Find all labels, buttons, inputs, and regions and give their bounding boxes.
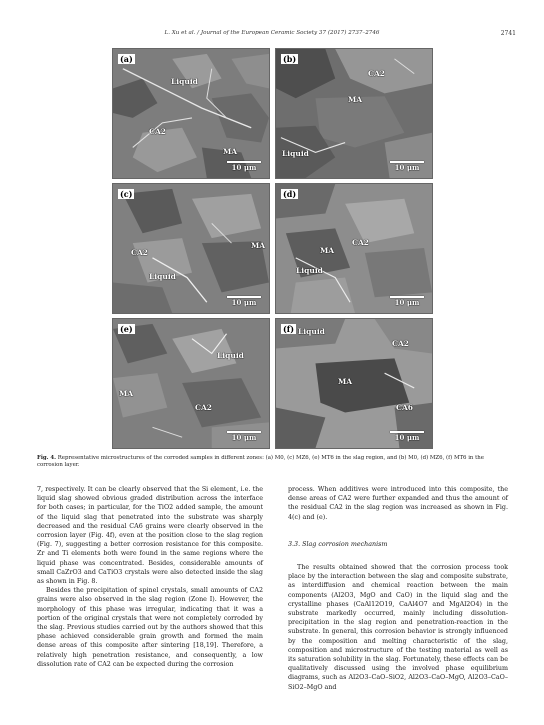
caption-text: Representative microstructures of the corroded samples in different zones: (a) M0, (c) MZ6, (e) MT6 in the slag region, and (b) M0, (d) MZ6, (f) MT6 in the corrosion layer. xyxy=(37,455,484,468)
phase-label: Liquid xyxy=(282,149,309,158)
phase-label: CA2 xyxy=(149,127,167,136)
panel-f xyxy=(275,318,433,449)
page-header xyxy=(0,30,544,42)
panel-label: (c) xyxy=(120,189,133,199)
micrograph-a xyxy=(113,49,269,178)
panel-label: (f) xyxy=(283,324,295,334)
panel-b xyxy=(275,48,433,179)
panel-c xyxy=(112,183,270,314)
phase-label: MA xyxy=(251,241,266,250)
phase-label: CA2 xyxy=(352,238,370,247)
paragraph: The results obtained showed that the corrosion process took place by the interaction between the slag and composite substrate, as interdiffusion and chemical reaction between the main components (Al2O3, MgO and CaO) in the liquid slag and the crystalline phases (CaAl12O19, CaAl4O7 and MgAl2O4) in the substrate markedly occurred, mainly including dissolution-precipitation in the slag region and penetration-reaction in the substrate. In general, this corrosion behavior is strongly influenced by the composition and melting characteristic of the slag, composition and microstructure of the testing material as well as its saturation solubility in the slag. Fortunately, these effects can be qualitatively discussed using the involved phase equilibrium diagrams, such as Al2O3–CaO–SiO2, Al2O3–CaO–MgO, Al2O3–CaO–SiO2–MgO and xyxy=(288,564,508,691)
phase-label: MA xyxy=(338,377,353,386)
phase-label: MA xyxy=(119,389,134,398)
left-column xyxy=(37,485,263,669)
scale-bar: 10 μm xyxy=(227,296,261,307)
scale-bar: 10 μm xyxy=(390,161,424,172)
panel-e xyxy=(112,318,270,449)
panel-label: (e) xyxy=(120,324,133,334)
scale-bar: 10 μm xyxy=(227,431,261,442)
panel-label: (a) xyxy=(120,54,133,64)
paragraph: Besides the precipitation of spinel crystals, small amounts of CA2 grains were also observed in the slag region (Zone I). However, the morphology of this phase was irregular, indicating that it was a portion of the original crystals that were not completely corroded by the slag. Previous studies carried out by the authors showed that this phase achieved considerable grain growth and formed the main dense areas of this composite after sintering [18,19]. Therefore, a relatively high penetration resistance, and consequently, a low dissolution rate of CA2 can be expected during the corrosion xyxy=(37,587,263,668)
panel-label: (b) xyxy=(283,54,297,64)
phase-label: MA xyxy=(348,95,363,104)
scale-bar: 10 μm xyxy=(390,296,424,307)
panel-a xyxy=(112,48,270,179)
phase-label: Liquid xyxy=(149,272,176,281)
phase-label: Liquid xyxy=(217,351,244,360)
paragraph: process. When additives were introduced into this composite, the dense areas of CA2 were further expanded and thus the amount of the residual CA2 in the slag region was increased as shown in Fig. 4(c) and (e). xyxy=(288,486,508,521)
phase-label: CA6 xyxy=(396,403,414,412)
section-heading: 3.3. Slag corrosion mechanism xyxy=(288,540,388,548)
phase-label: Liquid xyxy=(171,77,198,86)
figure-caption xyxy=(37,455,507,469)
micrograph-b xyxy=(276,49,432,178)
phase-label: Liquid xyxy=(298,327,325,336)
phase-label: Liquid xyxy=(296,266,323,275)
panel-label: (d) xyxy=(283,189,297,199)
panel-d xyxy=(275,183,433,314)
phase-label: CA2 xyxy=(368,69,386,78)
scale-bar: 10 μm xyxy=(390,431,424,442)
phase-label: CA2 xyxy=(131,248,149,257)
phase-label: MA xyxy=(223,147,238,156)
figure-4 xyxy=(112,48,433,449)
page-number: 2741 xyxy=(500,30,516,37)
micrograph-d xyxy=(276,184,432,313)
right-column xyxy=(288,485,508,692)
phase-label: CA2 xyxy=(392,339,410,348)
phase-label: CA2 xyxy=(195,403,213,412)
paragraph: 7, respectively. It can be clearly observed that the Si element, i.e. the liquid slag showed obvious graded distribution across the interface for both cases; in particular, for the TiO2 added sample, the amount of the liquid slag that penetrated into the substrate was sharply decreased and the residual CA6 grains were clearly observed in the corrosion layer (Fig. 4f), even at the position close to the slag region (Fig. 7), suggesting a better corrosion resistance for this composite. Zr and Ti elements both were found in the same regions where the liquid phase was concentrated. Besides, considerable amounts of small CaZrO3 and CaTiO3 crystals were also detected inside the slag as shown in Fig. 8. xyxy=(37,486,263,586)
micrograph-e xyxy=(113,319,269,448)
running-citation: L. Xu et al. / Journal of the European Ceramic Society 37 (2017) 2737–2746 xyxy=(164,30,380,36)
scale-bar: 10 μm xyxy=(227,161,261,172)
caption-label: Fig. 4. xyxy=(37,455,57,461)
phase-label: MA xyxy=(320,246,335,255)
